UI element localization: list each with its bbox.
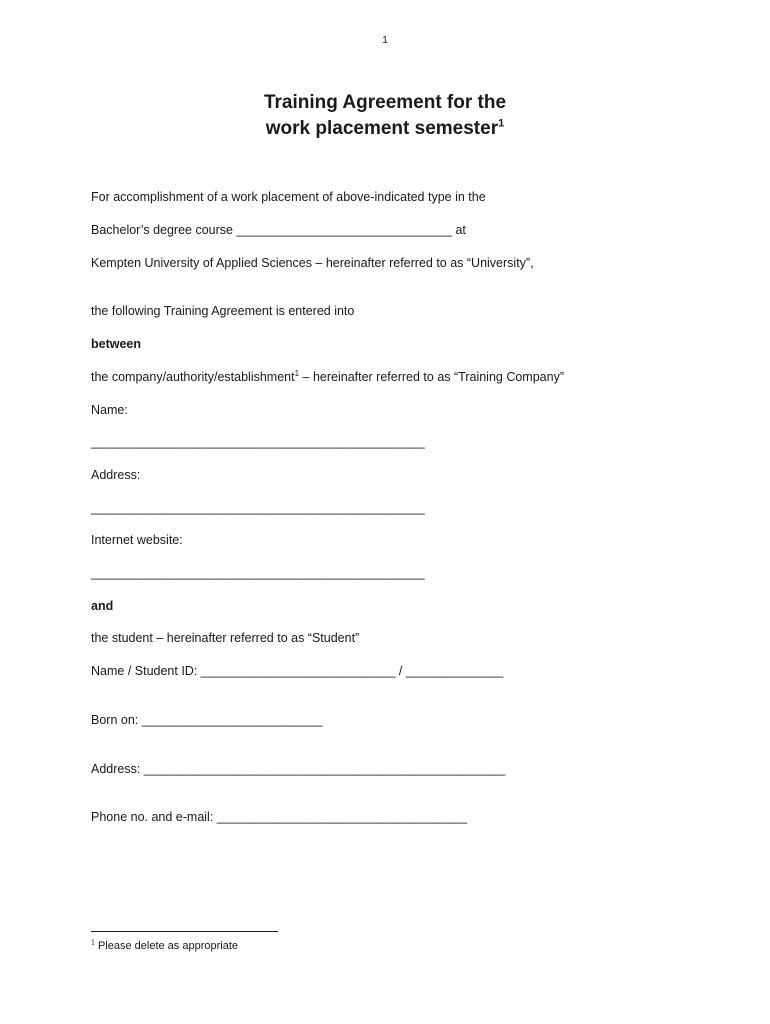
- footnote-separator: [91, 931, 278, 932]
- intro-line-2: Bachelor’s degree course _______________________________ at: [91, 223, 466, 237]
- title-line-2: [0, 116, 770, 142]
- company-address-field: ________________________________________________: [91, 501, 425, 515]
- title-footnote-ref: 1: [498, 117, 505, 130]
- company-footnote-ref: 1: [294, 368, 300, 378]
- company-name-field: ________________________________________________: [91, 435, 425, 449]
- title-line-1: Training Agreement for the: [263, 92, 507, 113]
- footnote: [91, 940, 238, 952]
- entered-into-text: the following Training Agreement is entered into: [91, 304, 355, 318]
- student-line: the student – hereinafter referred to as “Student”: [91, 631, 360, 645]
- born-on-field: Born on: __________________________: [91, 713, 323, 727]
- student-name-id-field: Name / Student ID: ____________________________ / ______________: [91, 664, 504, 678]
- student-address-field: Address: ____________________________________________________: [91, 762, 506, 776]
- between-heading: between: [91, 337, 142, 351]
- footnote-text: Please delete as appropriate: [94, 940, 239, 952]
- company-line-rest: – hereinafter referred to as “Training Company”: [299, 370, 564, 384]
- company-line-text: the company/authority/establishment: [91, 370, 295, 384]
- intro-line-1: For accomplishment of a work placement of above-indicated type in the: [91, 190, 486, 204]
- page-number: 1: [382, 35, 388, 46]
- company-address-label: Address:: [91, 468, 141, 482]
- intro-line-3: Kempten University of Applied Sciences – hereinafter referred to as “University”,: [91, 256, 534, 270]
- footnote-marker: 1: [91, 939, 95, 947]
- company-website-field: ________________________________________________: [91, 566, 425, 580]
- company-line: [91, 370, 564, 384]
- title-line-2-text: work placement semester: [265, 118, 499, 139]
- phone-email-field: Phone no. and e-mail: ____________________________________: [91, 810, 468, 824]
- and-heading: and: [91, 599, 114, 613]
- document-title: [0, 90, 770, 142]
- company-website-label: Internet website:: [91, 533, 183, 547]
- company-name-label: Name:: [91, 403, 128, 417]
